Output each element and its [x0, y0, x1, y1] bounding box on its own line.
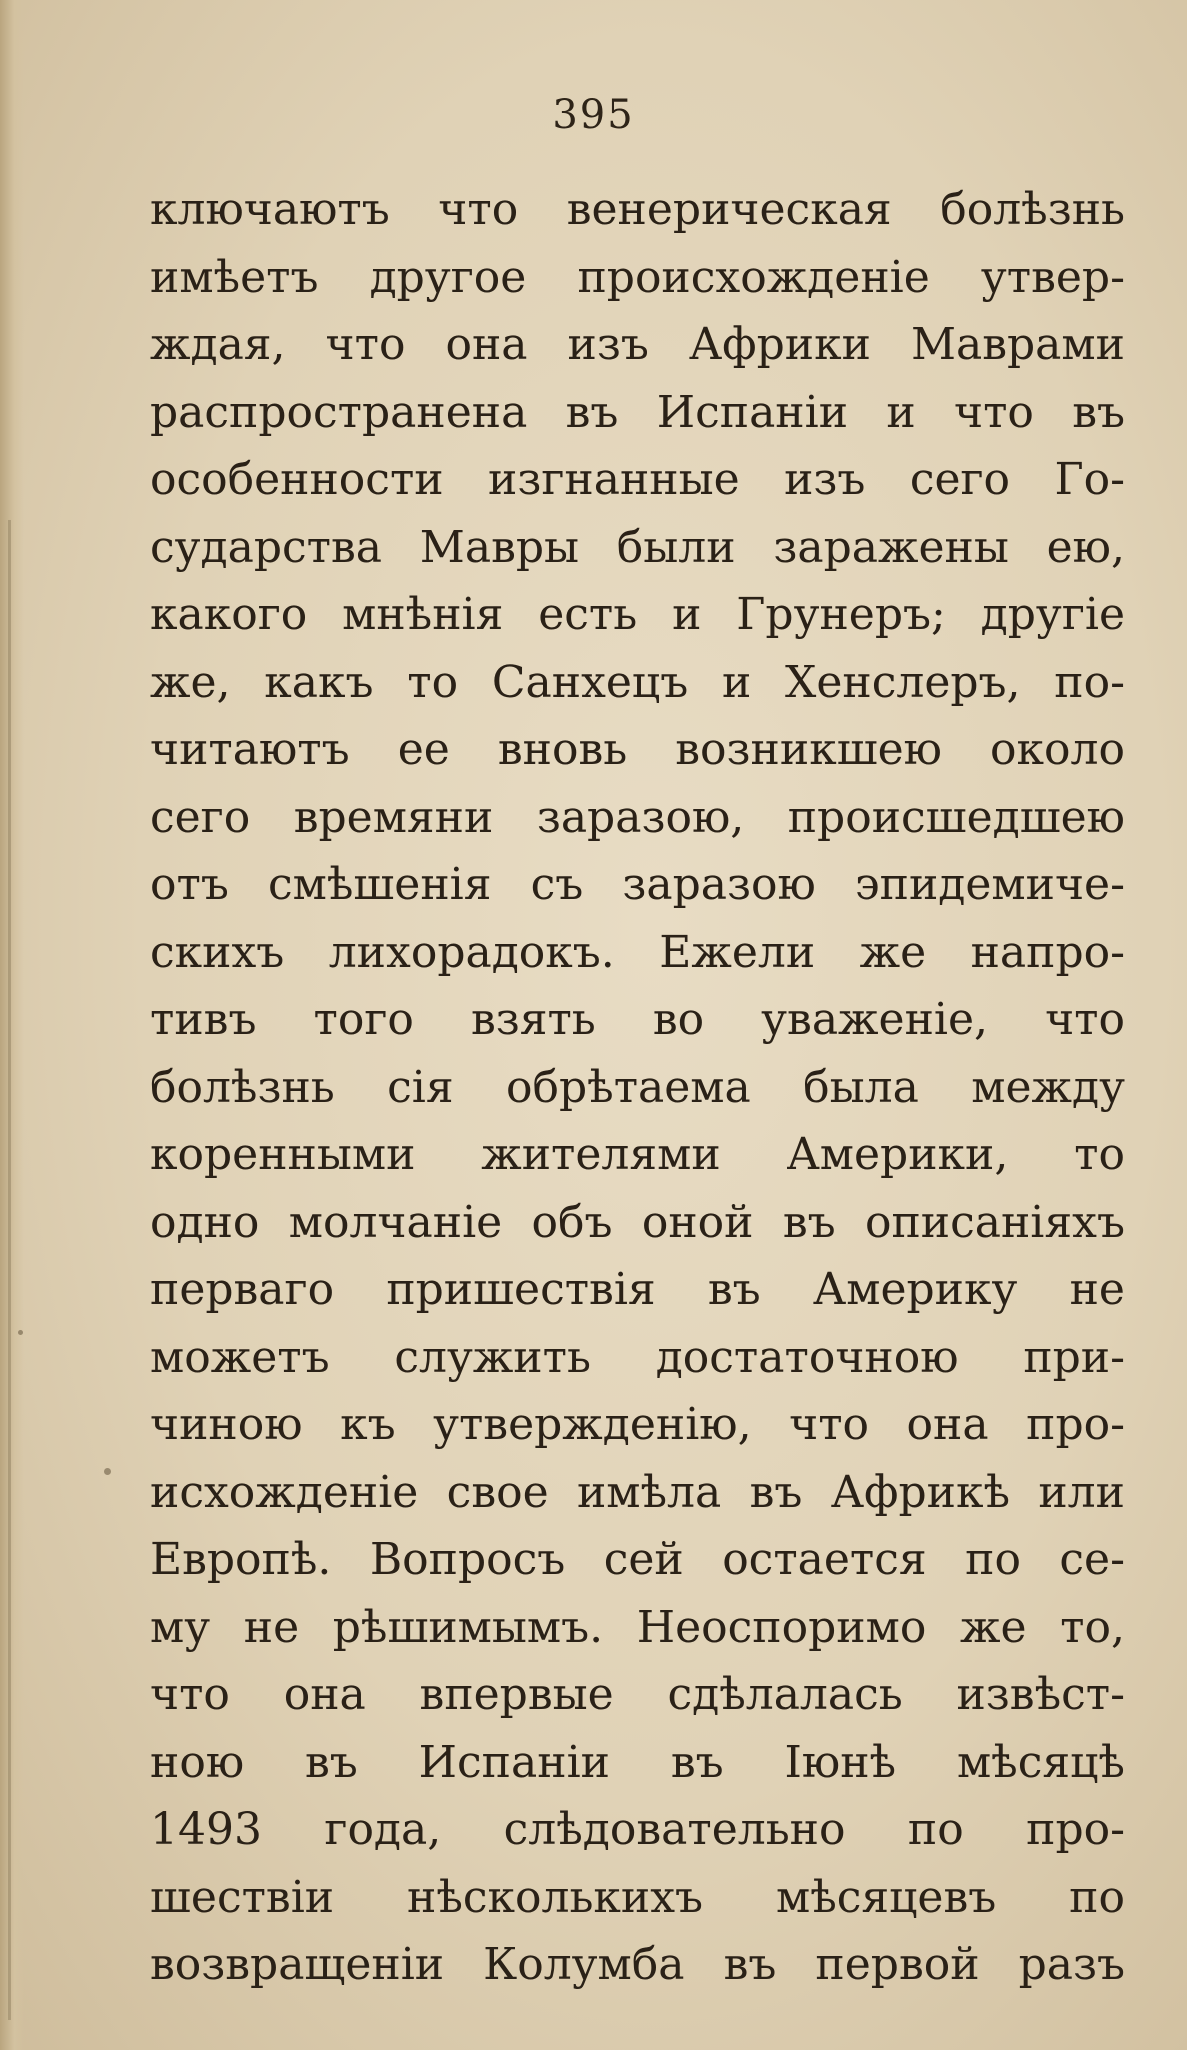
text-line: сударства Мавры были заражены ею, [150, 521, 1125, 573]
text-line: перваго пришествія въ Америку не [150, 1264, 1125, 1315]
text-line: ключаютъ что венерическая болѣзнь [150, 184, 1125, 235]
text-line: Европѣ. Вопросъ сей остается по се- [150, 1534, 1125, 1585]
ink-speck [104, 1468, 111, 1475]
text-line: читаютъ ее вновь возникшею около [150, 724, 1125, 775]
text-line: сего времяни заразою, происшедшею [150, 791, 1125, 843]
text-line: коренными жителями Америки, то [150, 1129, 1125, 1180]
text-line: возвращеніи Колумба въ первой разъ [150, 1939, 1125, 1990]
text-line: скихъ лихорадокъ. Ежели же напро- [150, 926, 1125, 978]
text-line: 1493 года, слѣдовательно по про- [150, 1804, 1125, 1855]
text-line: ною въ Испаніи въ Іюнѣ мѣсяцѣ [150, 1736, 1125, 1788]
text-line: имѣетъ другое происхожденіе утвер- [150, 251, 1125, 303]
text-line: распространена въ Испаніи и что въ [150, 386, 1125, 438]
ink-speck [18, 1330, 23, 1335]
text-line: исхожденіе свое имѣла въ Африкѣ или [150, 1466, 1125, 1518]
body-text [150, 176, 1125, 1999]
text-line: же, какъ то Санхецъ и Хенслеръ, по- [150, 656, 1125, 708]
page-number: 395 [552, 92, 635, 138]
text-line: чиною къ утвержденію, что она про- [150, 1399, 1125, 1450]
text-line: болѣзнь сія обрѣтаема была между [150, 1061, 1125, 1113]
text-line: му не рѣшимымъ. Неоспоримо же то, [150, 1601, 1125, 1653]
text-line: отъ смѣшенія съ заразою эпидемиче- [150, 859, 1125, 910]
text-line: особенности изгнанные изъ сего Го- [150, 454, 1125, 505]
page-edge-line [8, 520, 11, 2020]
text-line: тивъ того взять во уваженіе, что [150, 994, 1125, 1045]
page-spine-shadow [0, 0, 24, 2050]
text-line: можетъ служить достаточною при- [150, 1331, 1125, 1383]
text-line: какого мнѣнія есть и Грунеръ; другіе [150, 589, 1125, 640]
text-line: что она впервые сдѣлалась извѣст- [150, 1669, 1125, 1720]
text-line: шествіи нѣсколькихъ мѣсяцевъ по [150, 1871, 1125, 1923]
text-line: одно молчаніе объ оной въ описаніяхъ [150, 1196, 1125, 1248]
text-line: ждая, что она изъ Африки Маврами [150, 319, 1125, 370]
